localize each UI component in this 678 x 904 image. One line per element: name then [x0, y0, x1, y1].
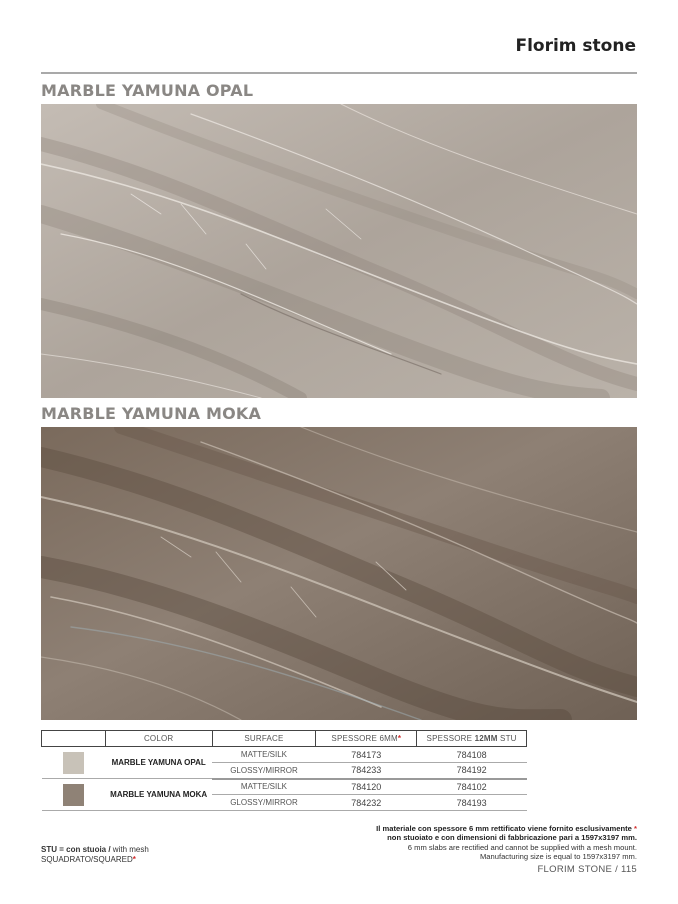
code-12mm-cell: 784102 — [417, 779, 527, 795]
swatch-cell — [42, 779, 106, 811]
surface-cell: GLOSSY/MIRROR — [212, 795, 316, 811]
code-6mm-cell: 784233 — [316, 763, 417, 779]
header-surface: SURFACE — [212, 731, 316, 747]
swatch-moka — [63, 784, 84, 806]
table-row — [42, 779, 527, 795]
row-name-opal: MARBLE YAMUNA OPAL — [105, 747, 212, 779]
section-title-opal: MARBLE YAMUNA OPAL — [41, 81, 254, 100]
note-it-line1: Il materiale con spessore 6 mm rettificato viene fornito esclusivamente * — [376, 824, 637, 833]
header-divider — [41, 72, 637, 74]
legend-note — [41, 845, 149, 865]
surface-cell: MATTE/SILK — [212, 747, 316, 763]
code-6mm-cell: 784173 — [316, 747, 417, 763]
code-12mm-cell: 784193 — [417, 795, 527, 811]
code-12mm-cell: 784108 — [417, 747, 527, 763]
surface-cell: GLOSSY/MIRROR — [212, 763, 316, 779]
surface-cell: MATTE/SILK — [212, 779, 316, 795]
marble-moka-image — [41, 427, 637, 720]
note-en-line2: Manufacturing size is equal to 1597x3197 mm. — [479, 852, 637, 862]
page-footer: FLORIM STONE / 115 — [537, 864, 637, 875]
code-12mm-cell: 784192 — [417, 763, 527, 779]
header-thickness-6mm: SPESSORE 6MM* — [316, 731, 417, 747]
header-thickness-12mm: SPESSORE 12MM STU — [417, 731, 527, 747]
swatch-opal — [63, 752, 84, 774]
note-en-line1: 6 mm slabs are rectified and cannot be supplied with a mesh mount. — [407, 842, 637, 852]
stu-legend: STU = con stuoia / with mesh — [41, 845, 149, 854]
brand-title: Florim stone — [515, 36, 636, 56]
thickness-note — [317, 824, 637, 862]
section-title-moka: MARBLE YAMUNA MOKA — [41, 404, 262, 423]
table-header-row — [42, 731, 527, 747]
note-it-line2: non stuoiato e con dimensioni di fabbricazione pari a 1597x3197 mm. — [387, 833, 637, 843]
row-name-moka: MARBLE YAMUNA MOKA — [105, 779, 212, 811]
header-color: COLOR — [105, 731, 212, 747]
swatch-cell — [42, 747, 106, 779]
table-row — [42, 747, 527, 763]
code-6mm-cell: 784120 — [316, 779, 417, 795]
squared-legend: SQUADRATO/SQUARED* — [41, 855, 136, 864]
header-blank — [42, 731, 106, 747]
product-code-table — [41, 730, 527, 811]
marble-opal-image — [41, 104, 637, 398]
code-6mm-cell: 784232 — [316, 795, 417, 811]
